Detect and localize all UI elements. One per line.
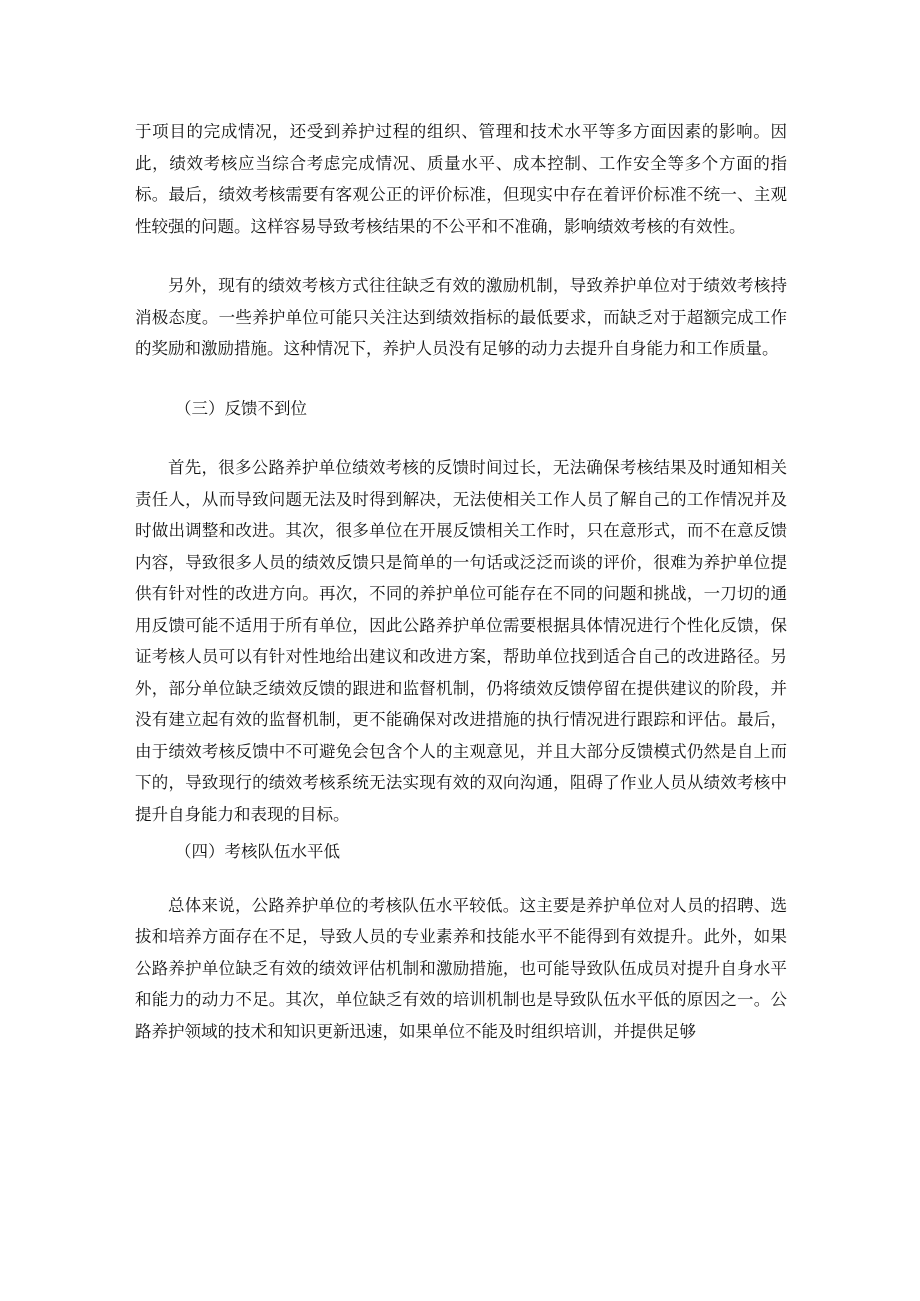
paragraph-team-level: 总体来说，公路养护单位的考核队伍水平较低。这主要是养护单位对人员的招聘、选拔和培养方面存在不足，导致人员的专业素养和技能水平不能得到有效提升。此外，如果公路养护单位缺乏有效的绩效评估机制和激励措施，也可能导致队伍成员对提升自身水平和能力的动力不足。其次，单位缺乏有效的培训机制也是导致队伍水平低的原因之一。公路养护领域的技术和知识更新迅速，如果单位不能及时组织培训，并提供足够 bbox=[135, 895, 787, 1041]
section-heading-feedback: （三）反馈不到位 bbox=[175, 398, 307, 418]
document-body bbox=[135, 116, 787, 1047]
section-heading-team-level: （四）考核队伍水平低 bbox=[175, 842, 340, 861]
paragraph-incentive: 另外，现有的绩效考核方式往往缺乏有效的激励机制，导致养护单位对于绩效考核持消极态度。一些养护单位可能只关注达到绩效指标的最低要求，而缺乏对于超额完成工作的奖励和激励措施。这种情况下，养护人员没有足够的动力去提升自身能力和工作质量。 bbox=[135, 276, 787, 358]
paragraph-feedback: 首先，很多公路养护单位绩效考核的反馈时间过长，无法确保考核结果及时通知相关责任人，从而导致问题无法及时得到解决，无法使相关工作人员了解自己的工作情况并及时做出调整和改进。其次，很多单位在开展反馈相关工作时，只在意形式，而不在意反馈内容，导致很多人员的绩效反馈只是简单的一句话或泛泛而谈的评价，很难为养护单位提供有针对性的改进方向。再次，不同的养护单位可能存在不同的问题和挑战，一刀切的通用反馈可能不适用于所有单位，因此公路养护单位需要根据具体情况进行个性化反馈，保证考核人员可以有针对性地给出建议和改进方案，帮助单位找到适合自己的改进路径。另外，部分单位缺乏绩效反馈的跟进和监督机制，仍将绩效反馈停留在提供建议的阶段，并没有建立起有效的监督机制，更不能确保对改进措施的执行情况进行跟踪和评估。最后，由于绩效考核反馈中不可避免会包含个人的主观意见，并且大部分反馈模式仍然是自上而下的，导致现行的绩效考核系统无法实现有效的双向沟通，阻碍了作业人员从绩效考核中提升自身能力和表现的目标。 bbox=[135, 458, 787, 824]
paragraph-continuation: 于项目的完成情况，还受到养护过程的组织、管理和技术水平等多方面因素的影响。因此，绩效考核应当综合考虑完成情况、质量水平、成本控制、工作安全等多个方面的指标。最后，绩效考核需要有客观公正的评价标准，但现实中存在着评价标准不统一、主观性较强的问题。这样容易导致考核结果的不公平和不准确，影响绩效考核的有效性。 bbox=[135, 122, 787, 236]
